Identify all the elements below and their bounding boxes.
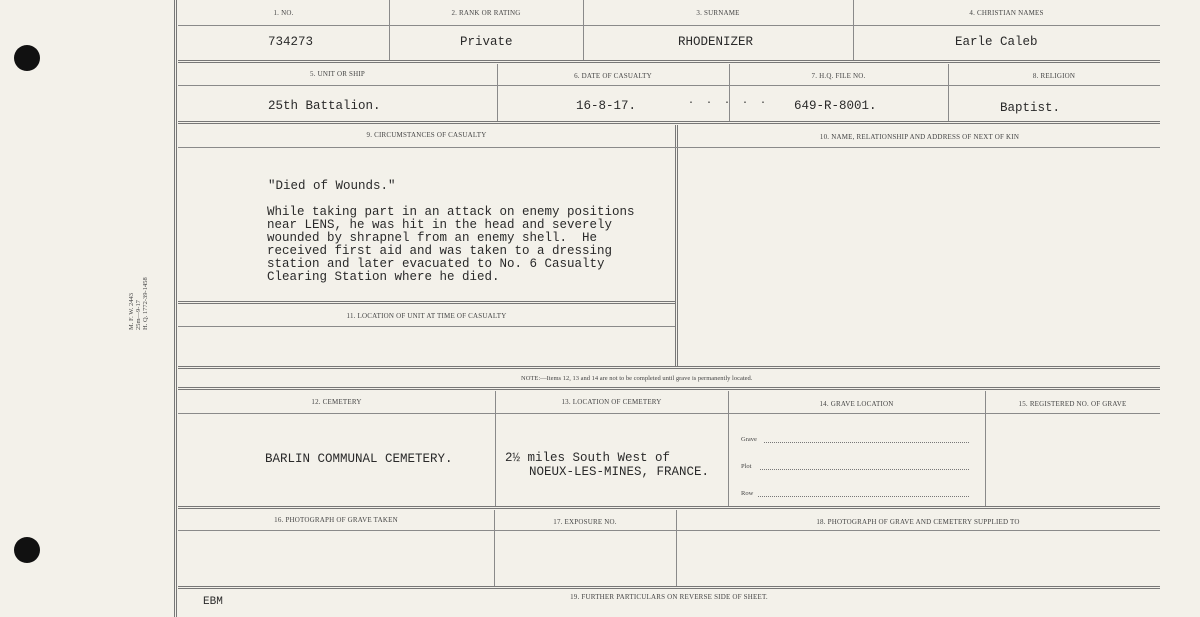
header-christian: 4. CHRISTIAN NAMES <box>969 9 1044 17</box>
plot-label: Plot <box>741 463 752 470</box>
header-location-unit: 11. LOCATION OF UNIT AT TIME OF CASUALTY <box>346 312 507 320</box>
note-bottom-line <box>178 387 1160 390</box>
r1-bottom-line <box>178 60 1160 63</box>
value-date: 16-8-17. <box>576 99 637 113</box>
header-grave-location: 14. GRAVE LOCATION <box>819 400 894 408</box>
grave-line <box>764 442 969 443</box>
value-no: 734273 <box>268 35 314 49</box>
header-hq: 7. H.Q. FILE NO. <box>811 72 866 80</box>
header-cemetery: 12. CEMETERY <box>311 398 362 406</box>
header-photo-taken: 16. PHOTOGRAPH OF GRAVE TAKEN <box>274 516 398 524</box>
r3-mid-line-2 <box>178 326 675 327</box>
header-further: 19. FURTHER PARTICULARS ON REVERSE SIDE OF SHEET. <box>570 593 768 601</box>
value-dots: . . . . . <box>688 96 770 107</box>
header-photo-supplied: 18. PHOTOGRAPH OF GRAVE AND CEMETERY SUPPLIED TO <box>816 518 1020 526</box>
form-code-line-3: H. Q. 1772-39-1458 <box>142 277 149 330</box>
divider-r4-c <box>985 391 986 506</box>
divider-r4-b <box>728 391 729 506</box>
form-code <box>128 277 149 330</box>
header-next-of-kin: 10. NAME, RELATIONSHIP AND ADDRESS OF NEXT OF KIN <box>819 133 1020 141</box>
header-cemetery-location: 13. LOCATION OF CEMETERY <box>561 398 662 406</box>
value-cemetery-location-2: NOEUX-LES-MINES, FRANCE. <box>529 465 710 479</box>
left-border <box>174 0 177 617</box>
value-unit: 25th Battalion. <box>268 99 381 113</box>
header-no: 1. NO. <box>273 9 294 17</box>
header-surname: 3. SURNAME <box>696 9 740 17</box>
header-date: 6. DATE OF CASUALTY <box>574 72 652 80</box>
r3-bottom-line <box>178 366 1160 369</box>
r2-header-line <box>178 85 1160 86</box>
value-surname: RHODENIZER <box>678 35 754 49</box>
row-label: Row <box>741 490 754 497</box>
r3-header-line <box>178 147 1160 148</box>
divider-r3 <box>675 125 678 367</box>
value-religion: Baptist. <box>1000 101 1061 115</box>
row-line <box>758 496 969 497</box>
circumstances-title: "Died of Wounds." <box>268 179 396 193</box>
circumstances-body: While taking part in an attack on enemy positions near LENS, he was hit in the head and severely wounded by shrapnel from an enemy shell. He received first aid and was taken to a dressing station and later evacuated to No. 6 Casualty Clearing Station where he died. <box>267 205 635 284</box>
value-cemetery: BARLIN COMMUNAL CEMETERY. <box>265 452 453 466</box>
header-exposure: 17. EXPOSURE NO. <box>553 518 617 526</box>
r1-header-line <box>178 25 1160 26</box>
value-cemetery-location-1: 2½ miles South West of <box>505 451 671 465</box>
header-unit: 5. UNIT OR SHIP <box>310 70 365 78</box>
r3-mid-line <box>178 301 675 304</box>
header-rank: 2. RANK OR RATING <box>451 9 521 17</box>
form-code-line-1: M. F. W. 2443 <box>128 292 135 330</box>
header-registered: 15. REGISTERED NO. OF GRAVE <box>1018 400 1127 408</box>
form-code-line-2: 25m—9-17 <box>135 300 142 330</box>
r5-header-line <box>178 530 1160 531</box>
r4-header-line <box>178 413 1160 414</box>
r4-bottom-line <box>178 506 1160 509</box>
clerk-initials: EBM <box>203 596 223 608</box>
punch-hole-top <box>14 45 40 71</box>
value-rank: Private <box>460 35 513 49</box>
header-circumstances: 9. CIRCUMSTANCES OF CASUALTY <box>366 131 487 139</box>
divider-r4-a <box>495 391 496 506</box>
punch-hole-bottom <box>14 537 40 563</box>
plot-line <box>760 469 969 470</box>
header-religion: 8. RELIGION <box>1032 72 1076 80</box>
value-christian: Earle Caleb <box>955 35 1038 49</box>
r2-bottom-line <box>178 121 1160 124</box>
grave-label: Grave <box>741 436 757 443</box>
value-hq: 649-R-8001. <box>794 99 877 113</box>
r5-bottom-line <box>178 586 1160 589</box>
note-text: NOTE:—Items 12, 13 and 14 are not to be completed until grave is permanently located. <box>521 375 753 382</box>
